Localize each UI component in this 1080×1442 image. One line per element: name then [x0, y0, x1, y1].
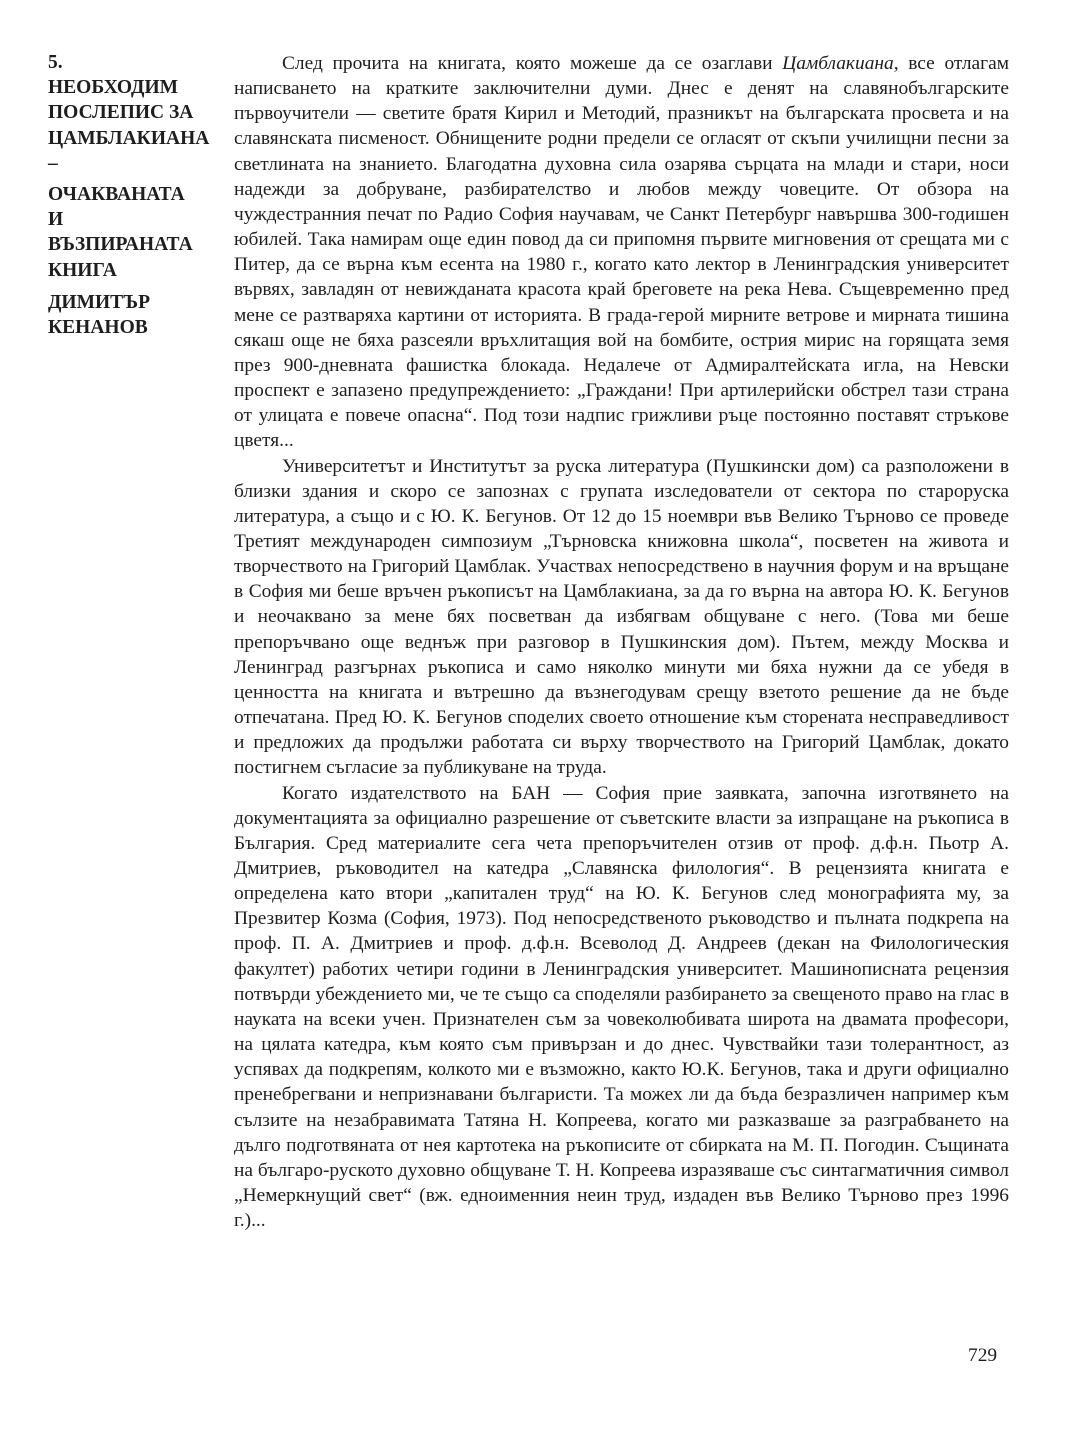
title-line: ПОСЛЕПИС ЗА — [48, 102, 194, 124]
author-line: ДИМИТЪР — [48, 291, 150, 313]
title-dash: – — [48, 152, 58, 174]
subtitle-line: ОЧАКВАНАТА — [48, 184, 185, 206]
section-number: 5. — [48, 52, 63, 73]
paragraph-1-rest: , все отлагам написването на кратките заключителни думи. Днес е денят на славянобългарските първоучители — светите братя Кирил и Методий, празникът на българската просвета и на славянската писменост. Обнищените родни предели се огласят от скъпи училищни песни за светлината на знанието. Благодатна духовна сила озарява сърцата на млади и стари, носи надежди за добруване, разбирателство и любов между човеците. От обзора на чуждестранния печат по Радио София научавам, че Санкт Петербург навършва 300-годишен юбилей. Така намирам още един повод да си припомня първите мигновения от срещата ми с Питер, да се върна към есента на 1980 г., когато като лектор в Ленинградския университет вървях, завладян от невижданата красота край бреговете на река Нева. Същевременно пред мене се разтваряха картини от историята. В града-герой мирните ветрове и мирната тишина сякаш още не бяха разсеяли връхлитащия вой на бомбите, острия мирис на горящата земя през 900-дневната фашистка блокада. Недалече от Адмиралтейската игла, на Невски проспект е запазено предупреждението: „Граждани! При артилерийски обстрел тази страна от улицата е повече опасна“. Под този надпис грижливи ръце постоянно поставят стръкове цветя... — [234, 53, 1009, 452]
paragraph-1-lead: След прочита на книгата, която можеше да се озаглави — [282, 53, 783, 74]
title-line: ЦАМБЛАКИАНА — [48, 127, 210, 149]
paragraph-3: Когато издателството на БАН — София прие заявката, започна изготвянето на документацията за официално разрешение от съветските власти за изпращане на ръкописа в България. Сред материалите сега чета препоръчителен отзив от проф. д.ф.н. Пьотр А. Дмитриев, ръководител на катедра „Славянска филология“. В рецензията книгата е определена като втори „капитален труд“ на Ю. К. Бегунов след монографията му, за Презвитер Козма (София, 1973). Под непосредственото ръководство и пълната подкрепа на проф. П. А. Дмитриев и проф. д.ф.н. Всеволод Д. Андреев (декан на Филологическия факултет) работих четири години в Ленинградския университет. Машинописната рецензия потвърди убеждението ми, че те също са споделяли разбирането за свещеното право на глас в науката на всеки учен. Признателен съм за човеколюбивата широта на двамата професори, на цялата катедра, към която съм привързан и до днес. Чувствайки тази толерантност, аз успявах да подкрепям, колкото ми е възможно, както Ю.К. Бегунов, така и други официално пренебрегвани и непризнавани българисти. Та можех ли да бъда безразличен например към сълзите на незабравимата Татяна Н. Копреева, когато ми разказваше за разграбването на дълго подготвяната от нея картотека на ръкописите от сбирката на М. П. Погодин. Същината на българо-руското духовно общуване Т. Н. Копреева изразяваше със синтагматичния символ „Немеркнущий свет“ (вж. едноименния неин труд, издаден във Велико Търново през 1996 г.)... — [234, 782, 1009, 1232]
title-line: НЕОБХОДИМ — [48, 77, 179, 99]
paragraph-2: Университетът и Институтът за руска литература (Пушкински дом) са разположени в близки здания и скоро се запознах с групата изследователи от сектора по староруска литература, а също и с Ю. К. Бегунов. От 12 до 15 ноември във Велико Търново се проведе Третият международен симпозиум „Търновска книжовна школа“, посветен на живота и творчеството на Григорий Цамблак. Участвах непосредствено в научния форум и на връщане в София ми беше връчен ръкописът на Цамблакиана, за да го върна на автора Ю. К. Бегунов и неочаквано за мене бях посветван да избягвам общуване с него. (Това ми беше препоръчвано още веднъж при разговор в Пушкинския дом). Пътем, между Москва и Ленинград разгърнах ръкописа и само няколко минути ми бяха нужни да се убедя в ценността на книгата и вътрешно да възнегодувам срещу взетото решение да не бъде отпечатана. Пред Ю. К. Бегунов споделих своето отношение към сторената несправедливост и предложих да продължи работата си върху творчеството на Григорий Цамблак, докато постигнем съгласие за публикуване на труда. — [234, 455, 1009, 779]
paragraph-1 — [234, 51, 1009, 454]
subtitle-line: И — [48, 209, 64, 231]
article-body — [234, 51, 1009, 1233]
subtitle-line: КНИГА — [48, 259, 117, 281]
section-heading — [48, 50, 228, 340]
page-number: 729 — [968, 1345, 998, 1366]
book-title-italic: Цамблакиана — [782, 53, 894, 74]
author-line: КЕНАНОВ — [48, 317, 148, 339]
subtitle-line: ВЪЗПИРАНАТА — [48, 234, 193, 256]
